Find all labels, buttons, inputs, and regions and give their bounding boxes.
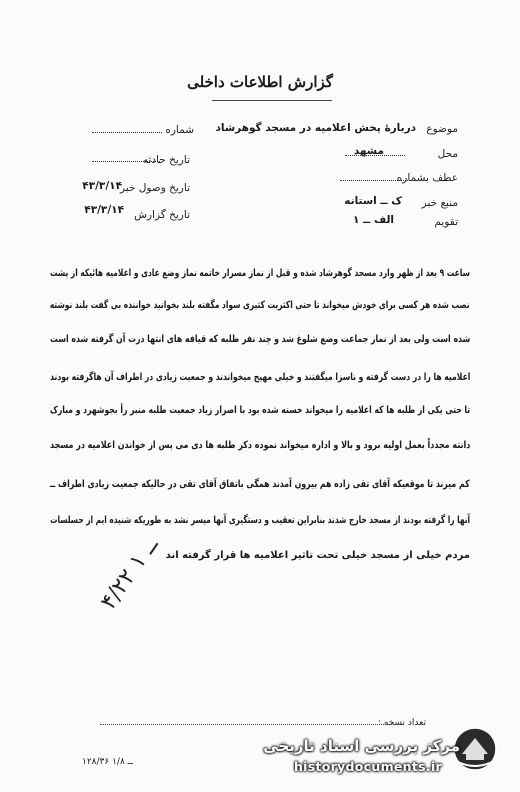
handwritten-note: ۴/۲۲ ــ ۱ xyxy=(96,533,164,615)
body-line-1: ساعت ۹ بعد از ظهر وارد مسجد گوهرشاد شده و قبل از نماز مسرار خاتمه نماز وضع عادی و اعلامیه هائیکه از پشت xyxy=(50,268,470,279)
body-line-6: دانته مجدداً بعمل اولیه برود و بالا و اداره میخواند نموده دکر طلبه ها دی می پس از خواندن اعلامیه در مسجد xyxy=(49,440,470,451)
event-date-dots xyxy=(92,161,160,162)
document-title: گزارش اطلاعات داخلی xyxy=(187,73,333,91)
title-underline xyxy=(212,100,332,101)
rating-label: تقویم xyxy=(434,216,458,228)
watermark-name: مرکز بررسی اسناد تاریخی xyxy=(263,737,460,755)
body-line-7: کم میرند تا موقعیکه آقای تقی زاده هم بیرون آمدند همگی باتفاق آقای تقی در حالیکه جمعیت زیادی اطراف ــ xyxy=(50,479,470,490)
number-label: شماره xyxy=(165,124,194,136)
subject-value: دربارۀ پخش اعلامیه در مسجد گوهرشاد xyxy=(215,122,416,134)
watermark-site: historydocuments.ir xyxy=(293,759,442,774)
report-date-value: ۴۳/۳/۱۴ xyxy=(84,204,124,216)
reference-label: عطف بشماره xyxy=(396,172,458,184)
rating-value: الف ــ ۱ xyxy=(353,214,394,226)
body-line-8: آنها را گرفته بودند از مسجد خارج شدند بنابراین تعقیب و دستگیری آنها میسر نشد به طوریکه شنیده ایم از حسلسات xyxy=(49,515,470,526)
body-line-3: شده است ولی بعد از نماز جماعت وضع شلوغ شد و چند نفر طلبه که قیافه های انتها درت آن گرفته شده است xyxy=(49,334,470,345)
body-line-2: نصب شده هر کسی برای خودش میخواند تا حتی اکثریت کثیری سواد مگفته بلند بخوانید خواننده بی گفت بلند نوشته xyxy=(50,300,470,311)
body-line-4: اعلامیه ها را در دست گرفته و ناسزا میگفتند و خیلی مهیج میخواندند و جمعیت زیادی در اطراف آن هاگرفته بودند xyxy=(49,372,470,383)
received-date-value: ۴۳/۳/۱۴ xyxy=(82,180,122,192)
event-date-label: تاریخ حادثه xyxy=(142,154,190,166)
source-value: ک ــ استانه xyxy=(344,195,402,207)
subject-label: موضوع xyxy=(426,123,458,135)
received-date-label: تاریخ وصول خبر xyxy=(119,182,190,194)
number-dots xyxy=(92,132,162,133)
body-line-9: مردم خیلی از مسجد خیلی تحت تاثیر اعلامیه ها قرار گرفته اند xyxy=(165,550,470,561)
place-dots xyxy=(345,155,405,156)
reference-dots xyxy=(340,180,410,181)
copies-dots xyxy=(100,724,400,725)
place-value: مشهد xyxy=(353,145,384,157)
body-line-5: تا حتی یکی از طلبه ها که اعلامیه را میخواند خسته شده بود با اصرار زیاد جمعیت طلبه منبر رأ بجوشهرد و مبارک xyxy=(49,405,470,416)
reference-number: ۱۲۸/۳۶ ــ ۱/۸ xyxy=(82,757,133,767)
report-date-label: تاریخ گزارش xyxy=(134,209,190,221)
copies-label: تعداد نسخه : xyxy=(377,718,426,728)
source-label: منبع خبر xyxy=(421,197,458,209)
place-label: محل xyxy=(437,148,458,160)
